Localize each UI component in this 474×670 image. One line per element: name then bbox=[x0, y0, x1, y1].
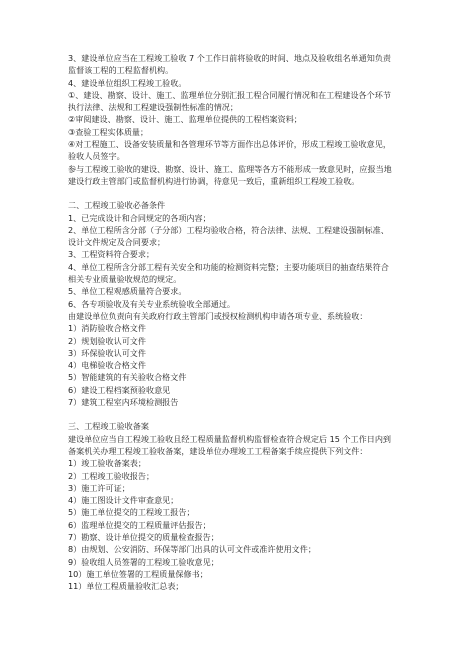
text-line: 9）验收组人员签署的工程竣工验收意见； bbox=[68, 556, 219, 567]
section-gap bbox=[68, 408, 420, 420]
text-line: 2）规划验收认可文件 bbox=[68, 335, 146, 346]
text-line: 建设单位应当自工程竣工验收且经工程质量监督机构监督检查符合规定后 15 个工作日内到 bbox=[68, 433, 392, 444]
filing-section bbox=[68, 420, 420, 592]
text-line: 5）施工单位提交的工程竣工报告； bbox=[68, 507, 195, 518]
text-line: 监督该工程的工程监督机构。 bbox=[68, 65, 174, 76]
text-line: 10）施工单位签署的工程质量保修书； bbox=[68, 568, 208, 579]
conditions-section-title: 二、工程竣工验收必备条件 bbox=[68, 200, 166, 211]
text-line: 7）勘察、设计单位提交的质量检查报告； bbox=[68, 531, 219, 542]
text-line: 4、建设单位组织工程竣工验收。 bbox=[68, 77, 187, 88]
text-line: 3）环保验收认可文件 bbox=[68, 347, 146, 358]
text-line: 8）由规划、公安消防、环保等部门出具的认可文件或准许使用文件； bbox=[68, 544, 316, 555]
text-line: 1）消防验收合格文件 bbox=[68, 323, 146, 334]
text-line: 6）建设工程档案预验收意见 bbox=[68, 384, 171, 395]
conditions-section bbox=[68, 199, 420, 408]
text-line: 4）电梯验收合格文件 bbox=[68, 360, 146, 371]
text-line: ④对工程施工、设备安装质量和各管理环节等方面作出总体评价，形成工程竣工验收意见， bbox=[68, 139, 391, 150]
acceptance-steps-section bbox=[68, 52, 420, 187]
text-line: 参与工程竣工验收的建设、勘察、设计、施工、监理等各方不能形成一致意见时，应报当地 bbox=[68, 163, 392, 174]
text-line: 3、建设单位应当在工程竣工验收 7 个工作日前将验收的时间、地点及验收组名单通知负责 bbox=[68, 53, 392, 63]
document-page bbox=[68, 52, 420, 592]
text-line: 3、工程资料符合要求； bbox=[68, 249, 155, 260]
text-line: 4）施工图设计文件审查意见； bbox=[68, 495, 179, 506]
section-gap bbox=[68, 187, 420, 199]
text-line: 2）工程竣工验收报告； bbox=[68, 470, 155, 481]
text-line: 建设行政主管部门或监督机构进行协调，待意见一致后，重新组织工程竣工验收。 bbox=[68, 175, 360, 186]
text-line: 验收人员签字。 bbox=[68, 151, 125, 162]
text-line: 11）单位工程质量验收汇总表； bbox=[68, 581, 184, 592]
text-line: ③查验工程实体质量； bbox=[68, 126, 149, 137]
filing-section-title: 三、工程竣工验收备案 bbox=[68, 421, 149, 432]
text-line: 7）建筑工程室内环境检测报告 bbox=[68, 397, 179, 408]
text-line: 执行法律、法规和工程建设强制性标准的情况； bbox=[68, 102, 238, 113]
text-line: ①、建设、勘察、设计、施工、监理单位分别汇报工程合同履行情况和在工程建设各个环节 bbox=[68, 89, 391, 100]
text-line: 由建设单位负责向有关政府行政主管部门或授权检测机构申请各项专业、系统验收： bbox=[68, 310, 368, 321]
text-line: 1）竣工验收备案表； bbox=[68, 458, 146, 469]
text-line: 6、各专项验收及有关专业系统验收全部通过。 bbox=[68, 298, 236, 309]
text-line: 2、单位工程所含分部（子分部）工程均验收合格，符合法律、法规、工程建设强制标准、 bbox=[68, 224, 389, 235]
text-line: 5、单位工程观感质量符合要求。 bbox=[68, 286, 187, 297]
text-line: 备案机关办理工程竣工验收备案，建设单位办理竣工工程备案手续应提供下列文件： bbox=[68, 445, 368, 456]
text-line: 5）智能建筑的有关验收合格文件 bbox=[68, 372, 187, 383]
text-line: 设计文件规定及合同要求； bbox=[68, 237, 166, 248]
text-line: 相关专业质量验收规范的规定。 bbox=[68, 274, 182, 285]
text-line: 6）监理单位提交的工程质量评估报告； bbox=[68, 519, 211, 530]
text-line: ②审阅建设、勘察、设计、施工、监理单位提供的工程档案资料； bbox=[68, 114, 302, 125]
text-line: 1、已完成设计和合同规定的各项内容； bbox=[68, 212, 211, 223]
text-line: 4、单位工程所含分部工程有关安全和功能的检测资料完整；主要功能项目的抽查结果符合 bbox=[68, 261, 389, 272]
text-line: 3）施工许可证； bbox=[68, 482, 130, 493]
